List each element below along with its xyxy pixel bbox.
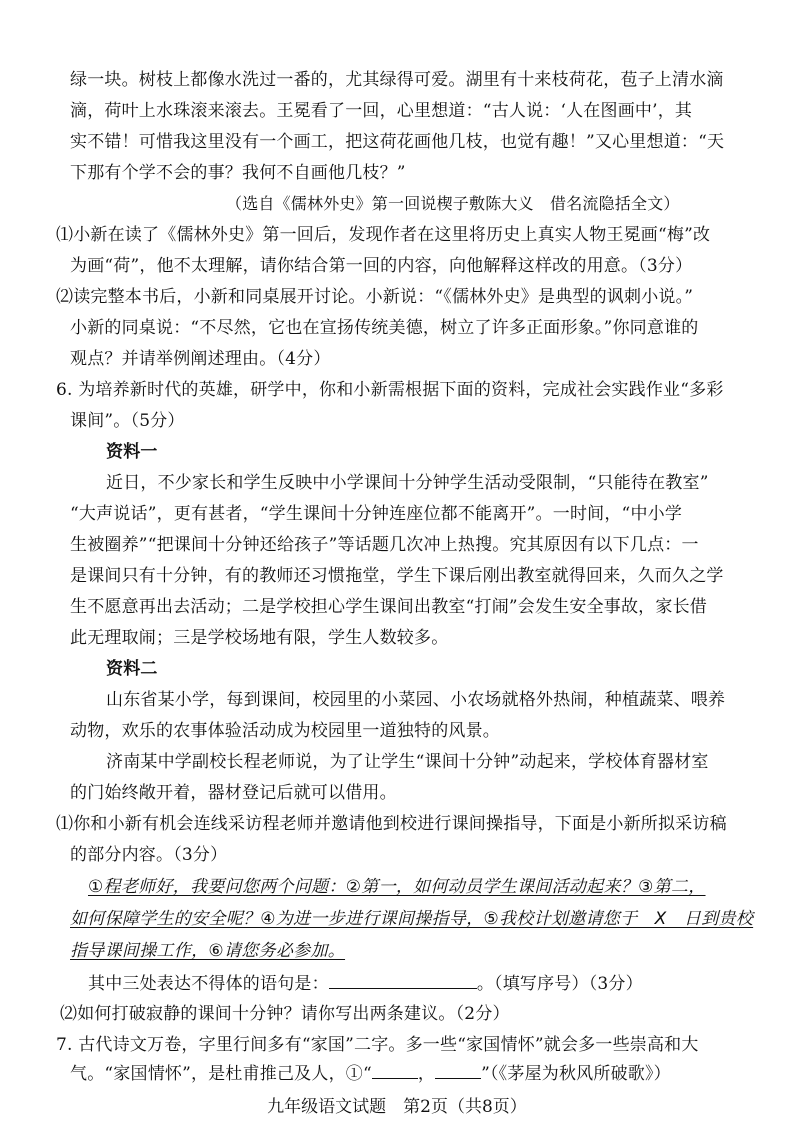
passage-source: （选自《儒林外史》第一回说楔子敷陈大义 借名流隐括全文） [226,194,680,213]
passage-line: 滴，荷叶上水珠滚来滚去。王冕看了一回，心里想道：“古人说：‘人在图画中’，其 [70,101,693,121]
material1-line: 是课间只有十分钟，有的教师还习惯拖堂，学生下课后刚出教室就得回来，久而久之学 [70,566,724,586]
answer-suffix: 。（填写序号）（3分） [476,974,643,994]
q6-sub1-line: 的部分内容。（3分） [70,845,228,865]
q6-stem-line: 6. 为培养新时代的英雄，研学中，你和小新需根据下面的资料，完成社会实践作业“多彩 [56,380,724,400]
material2-line: 动物，欢乐的农事体验活动成为校园里一道独特的风景。 [70,721,500,741]
q7-line2 [70,1062,671,1085]
interview-draft-line: 指导课间操工作，⑥请您务必参加。 [70,941,346,961]
material1-title: 资料一 [106,442,158,462]
passage-line: 下那有个学不会的事？我何不自画他几枝？” [70,163,406,183]
interview-draft-line: 如何保障学生的安全呢？④为进一步进行课间操指导，⑤我校计划邀请您于 X 日到贵校 [70,909,754,929]
material1-line: 此无理取闹；三是学校场地有限，学生人数较多。 [70,628,449,648]
q5-sub1-line: ⑴小新在读了《儒林外史》第一回后，发现作者在这里将历史上真实人物王冕画“梅”改 [56,225,711,245]
material2-line: 的门始终敞开着，器材登记后就可以借用。 [70,783,397,803]
q6-sub1-line: ⑴你和小新有机会连线采访程老师并邀请他到校进行课间操指导，下面是小新所拟采访稿 [56,814,727,834]
q6-stem-line: 课间”。（5分） [70,411,185,431]
poem-blank-1[interactable] [372,1062,418,1079]
poem-blank-2[interactable] [435,1062,481,1079]
q7-line: 7. 古代诗文万卷，字里行间多有“家国”二字。多一些“家国情怀”就会多一些崇高和大 [56,1035,699,1055]
material2-line: 济南某中学副校长程老师说，为了让学生“课间十分钟”动起来，学校体育器材室 [106,752,709,772]
q7-text-c: ”（《茅屋为秋风所破歌》） [481,1064,671,1084]
material1-line: 生被圈养”“把课间十分钟还给孩子”等话题几次冲上热搜。究其原因有以下几点：一 [70,535,699,555]
q6-sub2-line: ⑵如何打破寂静的课间十分钟？请你写出两条建议。（2分） [60,1004,510,1024]
material1-line: 生不愿意再出去活动；二是学校担心学生课间出教室“打闹”会发生安全事故，家长借 [70,597,707,617]
material1-line: 近日，不少家长和学生反映中小学课间十分钟学生活动受限制，“只能待在教室” [106,473,709,493]
q5-sub1-line: 为画“荷”，他不太理解，请你结合第一回的内容，向他解释这样改的用意。（3分） [70,256,693,276]
passage-line: 绿一块。树枝上都像水洗过一番的，尤其绿得可爱。湖里有十来枝荷花，苞子上清水滴 [70,70,724,90]
page-footer: 九年级语文试题 第2页（共8页） [267,1097,527,1117]
material2-title: 资料二 [106,659,158,679]
q6-sub1-answer-line [88,972,643,995]
answer-blank[interactable] [329,972,477,989]
q7-text-a: 气。“家国情怀”，是杜甫推己及人，①“ [70,1064,372,1084]
material1-line: “大声说话”，更有甚者，“学生课间十分钟连座位都不能离开”。一时间，“中小学 [70,504,683,524]
q5-sub2-line: ⑵读完整本书后，小新和同桌展开讨论。小新说：“《儒林外史》是典型的讽刺小说。” [56,287,694,307]
q7-text-b: ， [417,1064,436,1084]
passage-line: 实不错！可惜我这里没有一个画工，把这荷花画他几枝，也觉有趣！”又心里想道：“天 [70,132,725,152]
q5-sub2-line: 观点？并请举例阐述理由。（4分） [70,349,331,369]
q5-sub2-line: 小新的同桌说：“不尽然，它也在宣扬传统美德，树立了许多正面形象。”你同意谁的 [70,318,699,338]
material2-line: 山东省某小学，每到课间，校园里的小菜园、小农场就格外热闹，种植蔬菜、喂养 [106,690,726,710]
answer-prefix: 其中三处表达不得体的语句是： [88,974,329,994]
interview-draft-line: ①程老师好，我要问您两个问题：②第一，如何动员学生课间活动起来？③第二， [88,877,706,897]
